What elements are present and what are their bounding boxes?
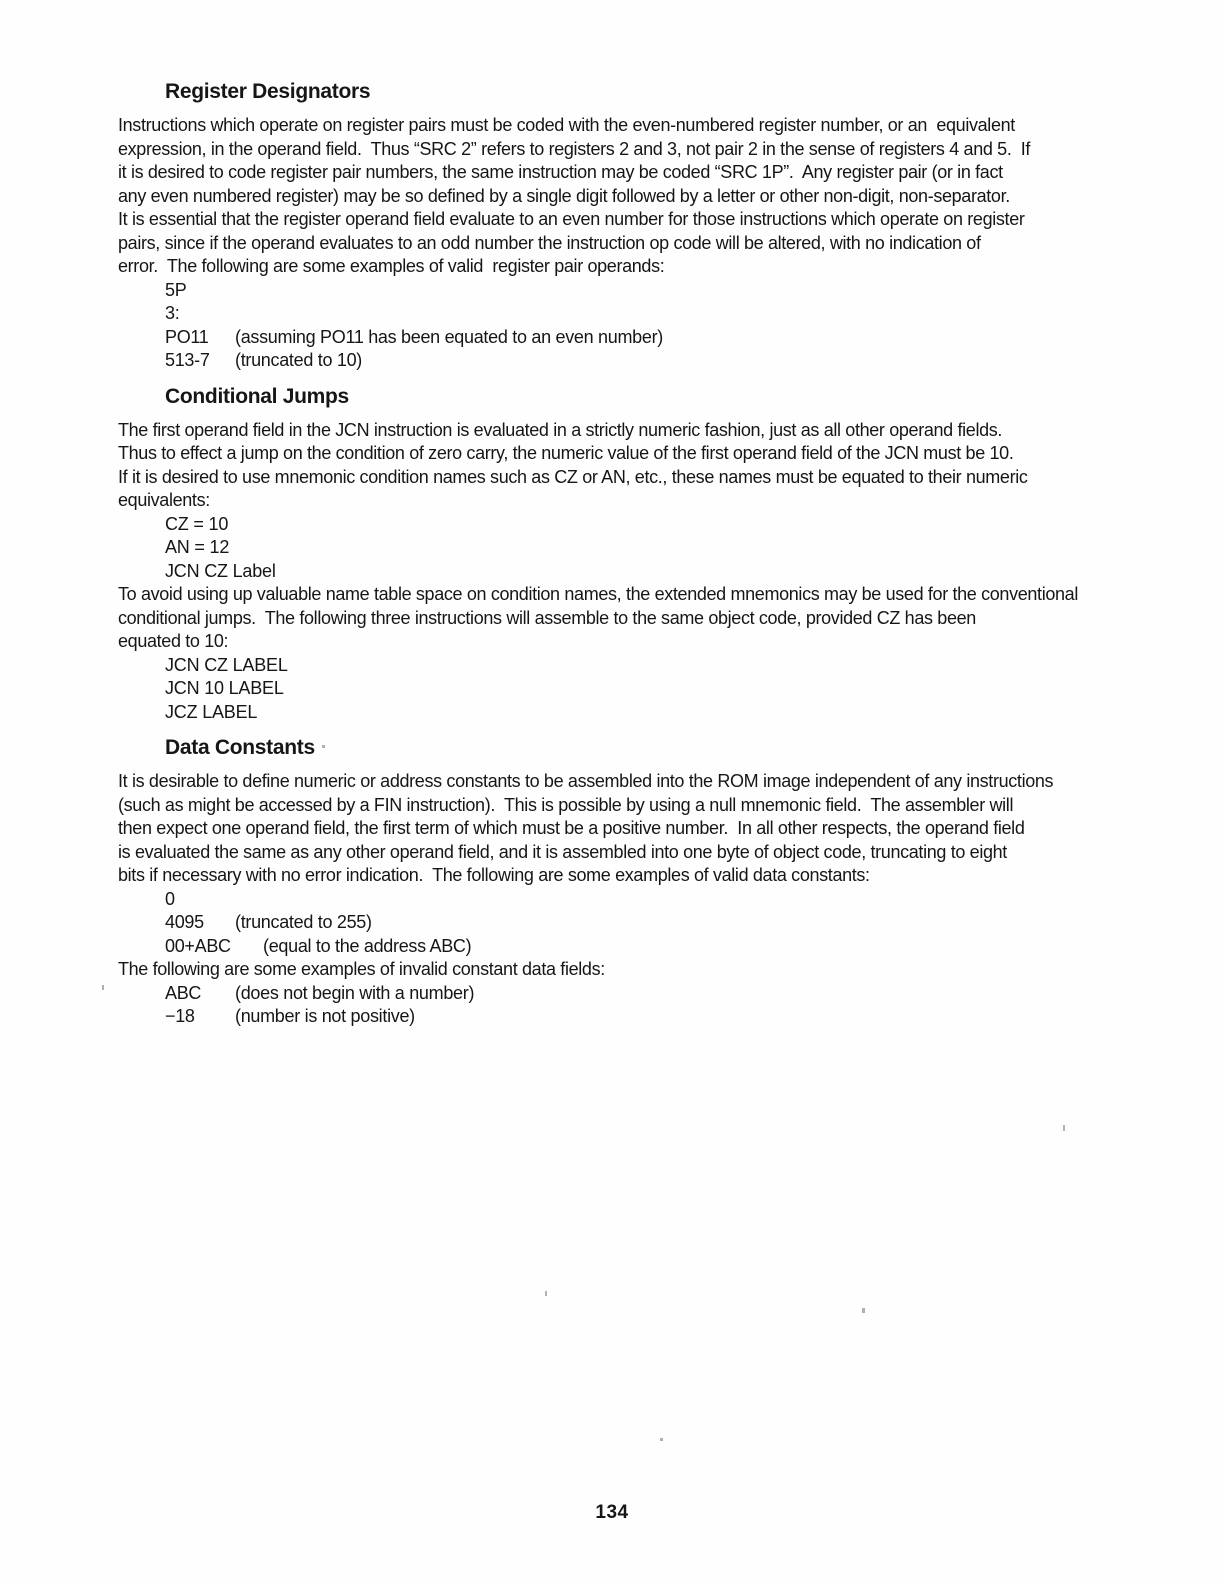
code-line: JCN CZ Label bbox=[165, 560, 276, 581]
example-comment: (does not begin with a number) bbox=[235, 982, 475, 1003]
text-line: equated to 10: bbox=[118, 631, 229, 651]
paragraph-conditional-jumps-1 bbox=[118, 419, 1118, 513]
example-code: PO11 bbox=[165, 326, 209, 347]
code-line: AN = 12 bbox=[165, 537, 230, 557]
code-block-jump-variants bbox=[118, 654, 1118, 725]
text-line: then expect one operand field, the first term of which must be a positive number. In all other respects, the operand field bbox=[118, 818, 1025, 838]
text-line: It is desirable to define numeric or address constants to be assembled into the ROM image independent of any instructions bbox=[118, 771, 1054, 791]
text-line: The first operand field in the JCN instruction is evaluated in a strictly numeric fashion, just as all other operand fields. bbox=[118, 419, 1003, 440]
paragraph-conditional-jumps-2 bbox=[118, 583, 1118, 654]
code-line: JCZ LABEL bbox=[165, 701, 258, 722]
paragraph-invalid-intro bbox=[118, 958, 1118, 982]
example-row bbox=[165, 1005, 1118, 1029]
example-row bbox=[165, 911, 1118, 935]
example-code: 00+ABC bbox=[165, 935, 231, 956]
section-heading-conditional-jumps: Conditional Jumps bbox=[165, 384, 349, 408]
example-comment: (equal to the address ABC) bbox=[263, 935, 472, 956]
example-comment: (number is not positive) bbox=[235, 1006, 415, 1026]
example-list-register-pairs bbox=[118, 279, 1118, 373]
text-line: expression, in the operand field. Thus “SRC 2” refers to registers 2 and 3, not pair 2 in the sense of registers 4 and 5. If bbox=[118, 138, 1031, 159]
scan-speck bbox=[1063, 1125, 1065, 1131]
example-row bbox=[165, 326, 1118, 350]
text-line: Thus to effect a jump on the condition of zero carry, the numeric value of the first operand field of the JCN must be 10. bbox=[118, 443, 1014, 463]
example-code: 4095 bbox=[165, 912, 204, 932]
scan-speck bbox=[102, 985, 104, 990]
text-line: equivalents: bbox=[118, 490, 210, 510]
text-line: If it is desired to use mnemonic condition names such as CZ or AN, etc., these names must be equated to their numeric bbox=[118, 466, 1028, 487]
code-line: JCN 10 LABEL bbox=[165, 678, 284, 698]
text-line: To avoid using up valuable name table space on condition names, the extended mnemonics may be used for the conventional bbox=[118, 584, 1078, 604]
paragraph-data-constants bbox=[118, 770, 1118, 888]
code-block-equates bbox=[118, 513, 1118, 584]
example-code: 5P bbox=[165, 279, 187, 300]
scan-speck bbox=[660, 1438, 663, 1441]
page-number: 134 bbox=[595, 1502, 629, 1523]
text-line: error. The following are some examples of valid register pair operands: bbox=[118, 256, 665, 276]
example-row bbox=[165, 935, 1118, 959]
section-heading-register-designators: Register Designators bbox=[165, 80, 371, 103]
text-line: bits if necessary with no error indication. The following are some examples of valid data constants: bbox=[118, 865, 870, 885]
example-code: ABC bbox=[165, 982, 202, 1003]
code-line: JCN CZ LABEL bbox=[165, 654, 288, 675]
example-comment: (truncated to 255) bbox=[235, 912, 372, 932]
text-line: The following are some examples of invalid constant data fields: bbox=[118, 959, 605, 979]
example-list-invalid-constants bbox=[118, 982, 1118, 1029]
example-row bbox=[165, 349, 1118, 373]
scan-speck bbox=[545, 1291, 547, 1296]
example-code: −18 bbox=[165, 1006, 195, 1026]
example-row bbox=[165, 982, 1118, 1006]
paragraph-register-designators bbox=[118, 114, 1118, 279]
example-row bbox=[165, 279, 1118, 303]
text-line: (such as might be accessed by a FIN instruction). This is possible by using a null mnemonic field. The assembler will bbox=[118, 794, 1014, 815]
scan-speck bbox=[322, 745, 325, 748]
example-row bbox=[165, 302, 1118, 326]
example-row bbox=[165, 888, 1118, 912]
text-line: Instructions which operate on register pairs must be coded with the even-numbered register number, or an equivalent bbox=[118, 115, 1015, 135]
example-code: 3: bbox=[165, 303, 180, 323]
text-line: is evaluated the same as any other operand field, and it is assembled into one byte of object code, truncating to eight bbox=[118, 841, 1007, 862]
text-line: any even numbered register) may be so defined by a single digit followed by a letter or other non-digit, non-separator. bbox=[118, 185, 1010, 206]
scan-speck bbox=[862, 1308, 865, 1313]
text-line: It is essential that the register operand field evaluate to an even number for those instructions which operate on register bbox=[118, 209, 1025, 229]
code-line: CZ = 10 bbox=[165, 513, 229, 534]
text-line: it is desired to code register pair numbers, the same instruction may be coded “SRC 1P”. Any register pair (or in fact bbox=[118, 162, 1003, 182]
text-line: conditional jumps. The following three instructions will assemble to the same object code, provided CZ has been bbox=[118, 607, 976, 628]
example-code: 0 bbox=[165, 888, 175, 909]
example-comment: (assuming PO11 has been equated to an even number) bbox=[235, 326, 663, 347]
text-line: pairs, since if the operand evaluates to an odd number the instruction op code will be altered, with no indication of bbox=[118, 232, 981, 253]
page-content bbox=[118, 80, 1118, 1029]
example-comment: (truncated to 10) bbox=[235, 350, 362, 370]
example-list-valid-constants bbox=[118, 888, 1118, 959]
section-heading-data-constants: Data Constants bbox=[165, 736, 315, 759]
example-code: 513-7 bbox=[165, 350, 210, 370]
